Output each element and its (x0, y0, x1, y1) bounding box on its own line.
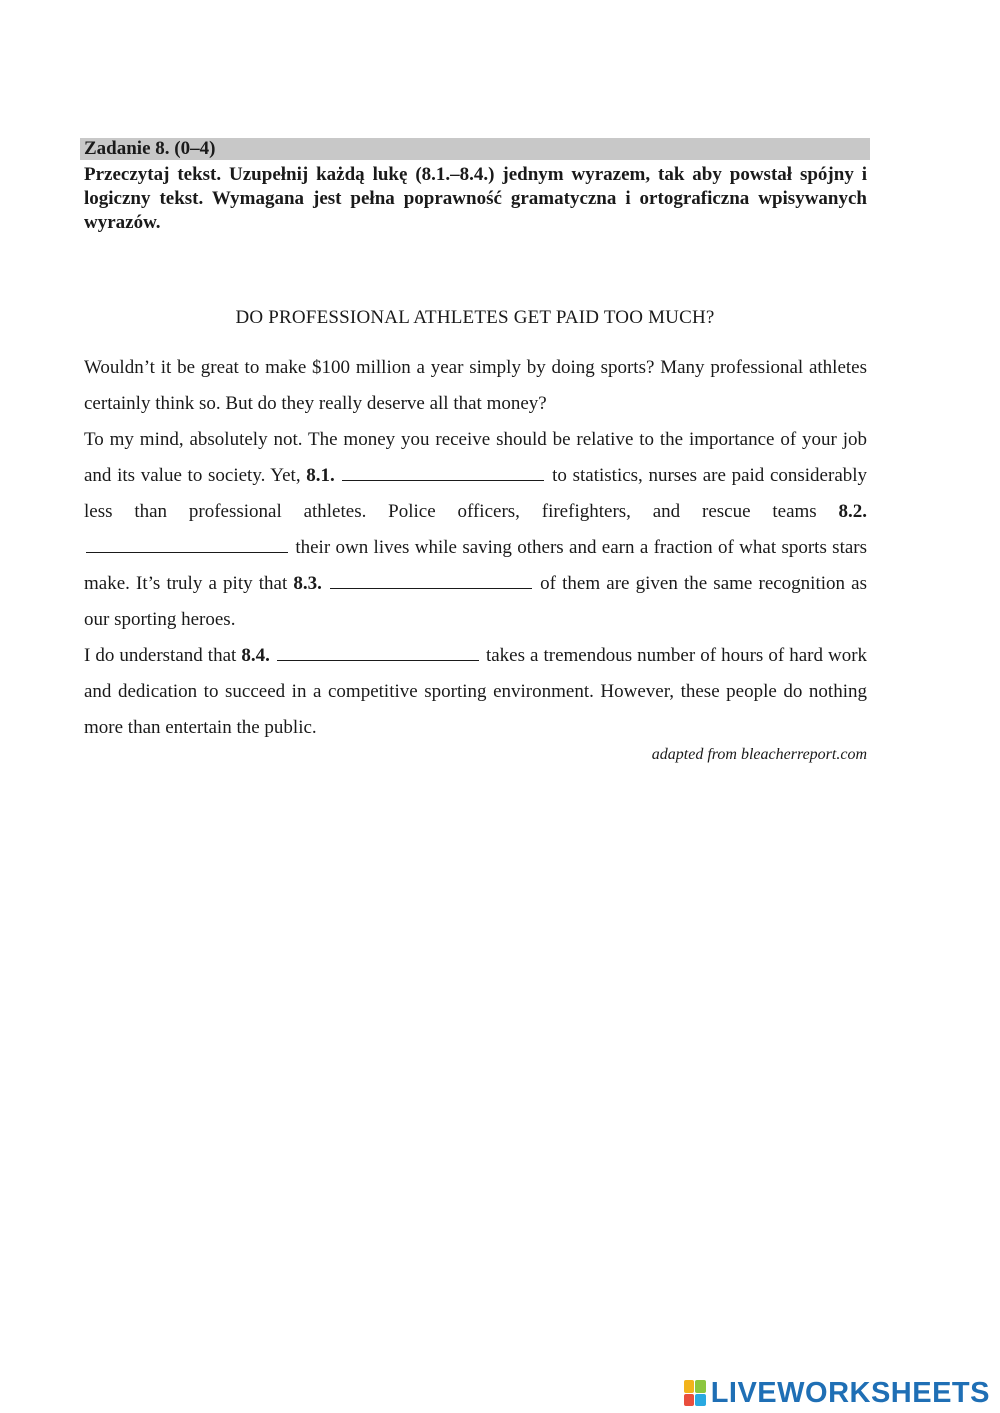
article-title: DO PROFESSIONAL ATHLETES GET PAID TOO MUCH? (235, 307, 715, 328)
brand-name: LIVEWORKSHEETS (710, 1376, 990, 1409)
gap-input-8-2[interactable] (86, 533, 288, 553)
gap-label-8-4: 8.4. (241, 645, 270, 666)
gap-label-8-3: 8.3. (293, 573, 322, 594)
logo-tile (684, 1394, 695, 1407)
logo-tile (684, 1380, 695, 1393)
paragraph-3 (84, 638, 867, 746)
paragraph-1: Wouldn’t it be great to make $100 million a year simply by doing sports? Many professional athletes certainly think so. But do they really deserve all that money? (84, 357, 867, 414)
text-segment: their own lives while saving others and earn a fraction of what sports stars make. It’s truly a pity that (84, 537, 868, 594)
text-segment: of them are given the same recognition as our sporting heroes. (84, 573, 867, 630)
gap-label-8-2: 8.2. (838, 501, 868, 522)
liveworksheets-brand[interactable] (684, 1375, 990, 1411)
task-header (80, 138, 870, 160)
task-instruction: Przeczytaj tekst. Uzupełnij każdą lukę (8.1.–8.4.) jednym wyrazem, tak aby powstał spójny i logiczny tekst. Wymagana jest pełna poprawność gramatyczna i ortograficzna wpisywanych wyrazów. (84, 164, 867, 233)
text-segment: takes a tremendous number of hours of hard work and dedication to succeed in a competitive sporting environment. However, these people do nothing more than entertain the public. (84, 645, 868, 738)
logo-tile (695, 1394, 706, 1407)
gap-input-8-3[interactable] (330, 569, 532, 589)
text-segment: I do understand that (84, 645, 237, 666)
liveworksheets-logo-icon (684, 1380, 706, 1406)
text-segment: To my mind, absolutely not. The money you receive should be relative to the importance of your job and its value to society. Yet, (84, 429, 867, 486)
task-title: Zadanie 8. (0–4) (84, 138, 216, 159)
gap-input-8-4[interactable] (277, 641, 479, 661)
article-body (84, 350, 867, 746)
text-segment: to statistics, nurses are paid considerably less than professional athletes. Police officers, firefighters, and rescue teams (84, 465, 868, 522)
source-citation: adapted from bleacherreport.com (651, 746, 867, 763)
gap-label-8-1: 8.1. (306, 465, 335, 486)
gap-input-8-1[interactable] (342, 461, 544, 481)
logo-tile (695, 1380, 706, 1393)
paragraph-2 (84, 422, 867, 638)
